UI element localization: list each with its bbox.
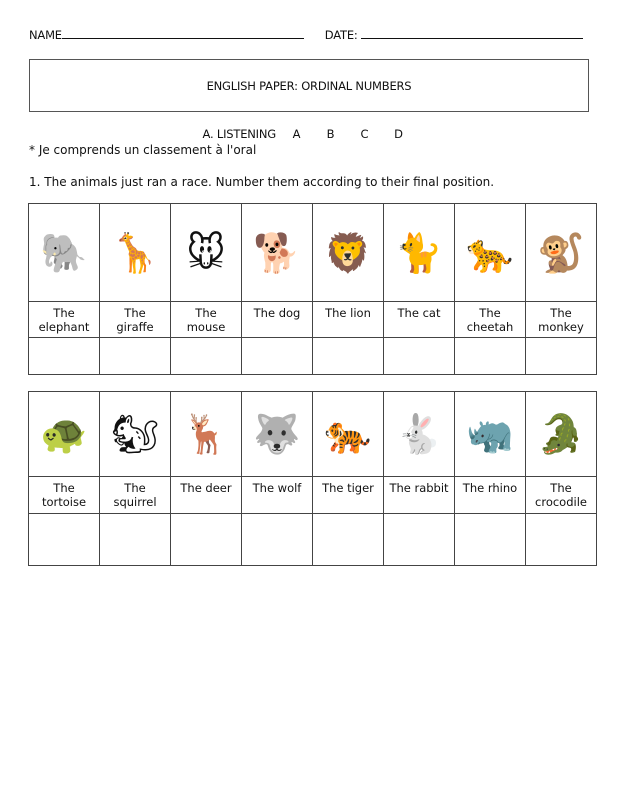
animal-image-cell: [242, 204, 313, 302]
answer-cell[interactable]: [100, 514, 171, 566]
rabbit-icon: 🐇: [395, 412, 443, 456]
grade-b[interactable]: B: [326, 127, 335, 141]
animal-image-cell: [455, 392, 526, 477]
animal-label-line-1: The tiger: [322, 481, 374, 495]
lion-icon: 🦁: [324, 230, 372, 275]
tortoise-icon: 🐢: [40, 412, 88, 456]
name-label: NAME: [29, 28, 62, 42]
animal-label-line-1: The: [195, 306, 217, 320]
grade-a[interactable]: A: [292, 127, 301, 141]
animal-label-line-2: giraffe: [116, 320, 154, 334]
animal-image-cell: [384, 204, 455, 302]
animal-image-cell: [171, 204, 242, 302]
answer-cell[interactable]: [455, 338, 526, 375]
label-row: [29, 477, 597, 514]
animal-label-cell: [29, 302, 100, 338]
animal-image-cell: [29, 204, 100, 302]
animal-label-cell: [242, 477, 313, 514]
animal-image-cell: [100, 392, 171, 477]
animal-label-line-1: The: [124, 306, 146, 320]
animal-label-line-1: The dog: [253, 306, 301, 320]
answer-cell[interactable]: [29, 338, 100, 375]
animal-label-line-1: The: [550, 481, 572, 495]
squirrel-icon: 🐿: [110, 412, 160, 456]
crocodile-icon: 🐊: [537, 412, 585, 456]
answer-cell[interactable]: [29, 514, 100, 566]
title-box: [29, 59, 589, 112]
answer-cell[interactable]: [242, 338, 313, 375]
animal-label-cell: [526, 477, 597, 514]
animal-label-line-1: The wolf: [252, 481, 302, 495]
answer-row: [29, 338, 597, 375]
subtitle: * Je comprends un classement à l'oral: [29, 143, 257, 157]
animal-label-cell: [384, 302, 455, 338]
rhino-icon: 🦏: [466, 412, 514, 456]
wolf-icon: 🐺: [253, 412, 301, 456]
animal-label-line-1: The deer: [180, 481, 232, 495]
animal-label-cell: [171, 302, 242, 338]
animal-label-line-1: The: [53, 306, 75, 320]
animal-image-cell: [242, 392, 313, 477]
answer-cell[interactable]: [171, 338, 242, 375]
animal-label-line-1: The rabbit: [389, 481, 449, 495]
page-title: ENGLISH PAPER: ORDINAL NUMBERS: [206, 78, 412, 93]
answer-cell[interactable]: [313, 514, 384, 566]
answer-cell[interactable]: [100, 338, 171, 375]
answer-cell[interactable]: [242, 514, 313, 566]
date-field[interactable]: [361, 28, 583, 39]
answer-cell[interactable]: [455, 514, 526, 566]
animal-label-cell: [100, 302, 171, 338]
cheetah-icon: 🐆: [466, 230, 514, 275]
animal-image-cell: [29, 392, 100, 477]
header-fields: [29, 28, 583, 42]
animal-image-cell: [313, 204, 384, 302]
dog-icon: 🐕: [253, 230, 301, 275]
animal-label-cell: [171, 477, 242, 514]
answer-cell[interactable]: [526, 514, 597, 566]
animal-label-line-2: monkey: [538, 320, 584, 334]
answer-row: [29, 514, 597, 566]
animal-label-line-1: The cat: [397, 306, 441, 320]
answer-cell[interactable]: [526, 338, 597, 375]
answer-cell[interactable]: [384, 338, 455, 375]
animal-label-line-2: squirrel: [113, 495, 157, 509]
animal-label-line-1: The lion: [325, 306, 371, 320]
deer-icon: 🦌: [182, 412, 230, 456]
animal-label-line-2: crocodile: [535, 495, 587, 509]
label-row: [29, 302, 597, 338]
instruction: 1. The animals just ran a race. Number them according to their final position.: [29, 175, 495, 189]
animal-label-cell: [313, 302, 384, 338]
animal-label-line-1: The: [479, 306, 501, 320]
animal-label-line-2: elephant: [38, 320, 90, 334]
listening-section: [0, 127, 618, 141]
animal-label-cell: [100, 477, 171, 514]
animal-label-cell: [242, 302, 313, 338]
animal-image-cell: [526, 392, 597, 477]
image-row: [29, 392, 597, 477]
animals-table-2: [28, 391, 597, 566]
cat-icon: 🐈: [395, 230, 443, 275]
animal-label-line-2: mouse: [186, 320, 226, 334]
animal-label-cell: [455, 302, 526, 338]
animal-image-cell: [384, 392, 455, 477]
animal-label-line-1: The: [53, 481, 75, 495]
name-field[interactable]: [62, 28, 304, 39]
animal-label-line-1: The: [550, 306, 572, 320]
animal-label-line-1: The: [124, 481, 146, 495]
animal-image-cell: [455, 204, 526, 302]
animal-image-cell: [313, 392, 384, 477]
section-label: A. LISTENING: [202, 127, 276, 141]
animal-label-cell: [526, 302, 597, 338]
answer-cell[interactable]: [384, 514, 455, 566]
animals-table-1: [28, 203, 597, 375]
animal-image-cell: [100, 204, 171, 302]
grade-d[interactable]: D: [394, 127, 403, 141]
animal-label-line-2: cheetah: [466, 320, 514, 334]
animal-label-cell: [313, 477, 384, 514]
answer-cell[interactable]: [313, 338, 384, 375]
tiger-icon: 🐅: [324, 412, 372, 456]
animal-label-cell: [384, 477, 455, 514]
giraffe-icon: 🦒: [111, 230, 159, 275]
animal-image-cell: [526, 204, 597, 302]
grade-c[interactable]: C: [360, 127, 369, 141]
date-label: DATE:: [324, 28, 358, 42]
animal-label-line-2: tortoise: [41, 495, 87, 509]
animal-label-cell: [29, 477, 100, 514]
mouse-icon: 🐭: [186, 230, 226, 275]
elephant-icon: 🐘: [40, 230, 88, 275]
monkey-icon: 🐒: [537, 230, 585, 275]
animal-image-cell: [171, 392, 242, 477]
image-row: [29, 204, 597, 302]
answer-cell[interactable]: [171, 514, 242, 566]
animal-label-cell: [455, 477, 526, 514]
animal-label-line-1: The rhino: [462, 481, 518, 495]
